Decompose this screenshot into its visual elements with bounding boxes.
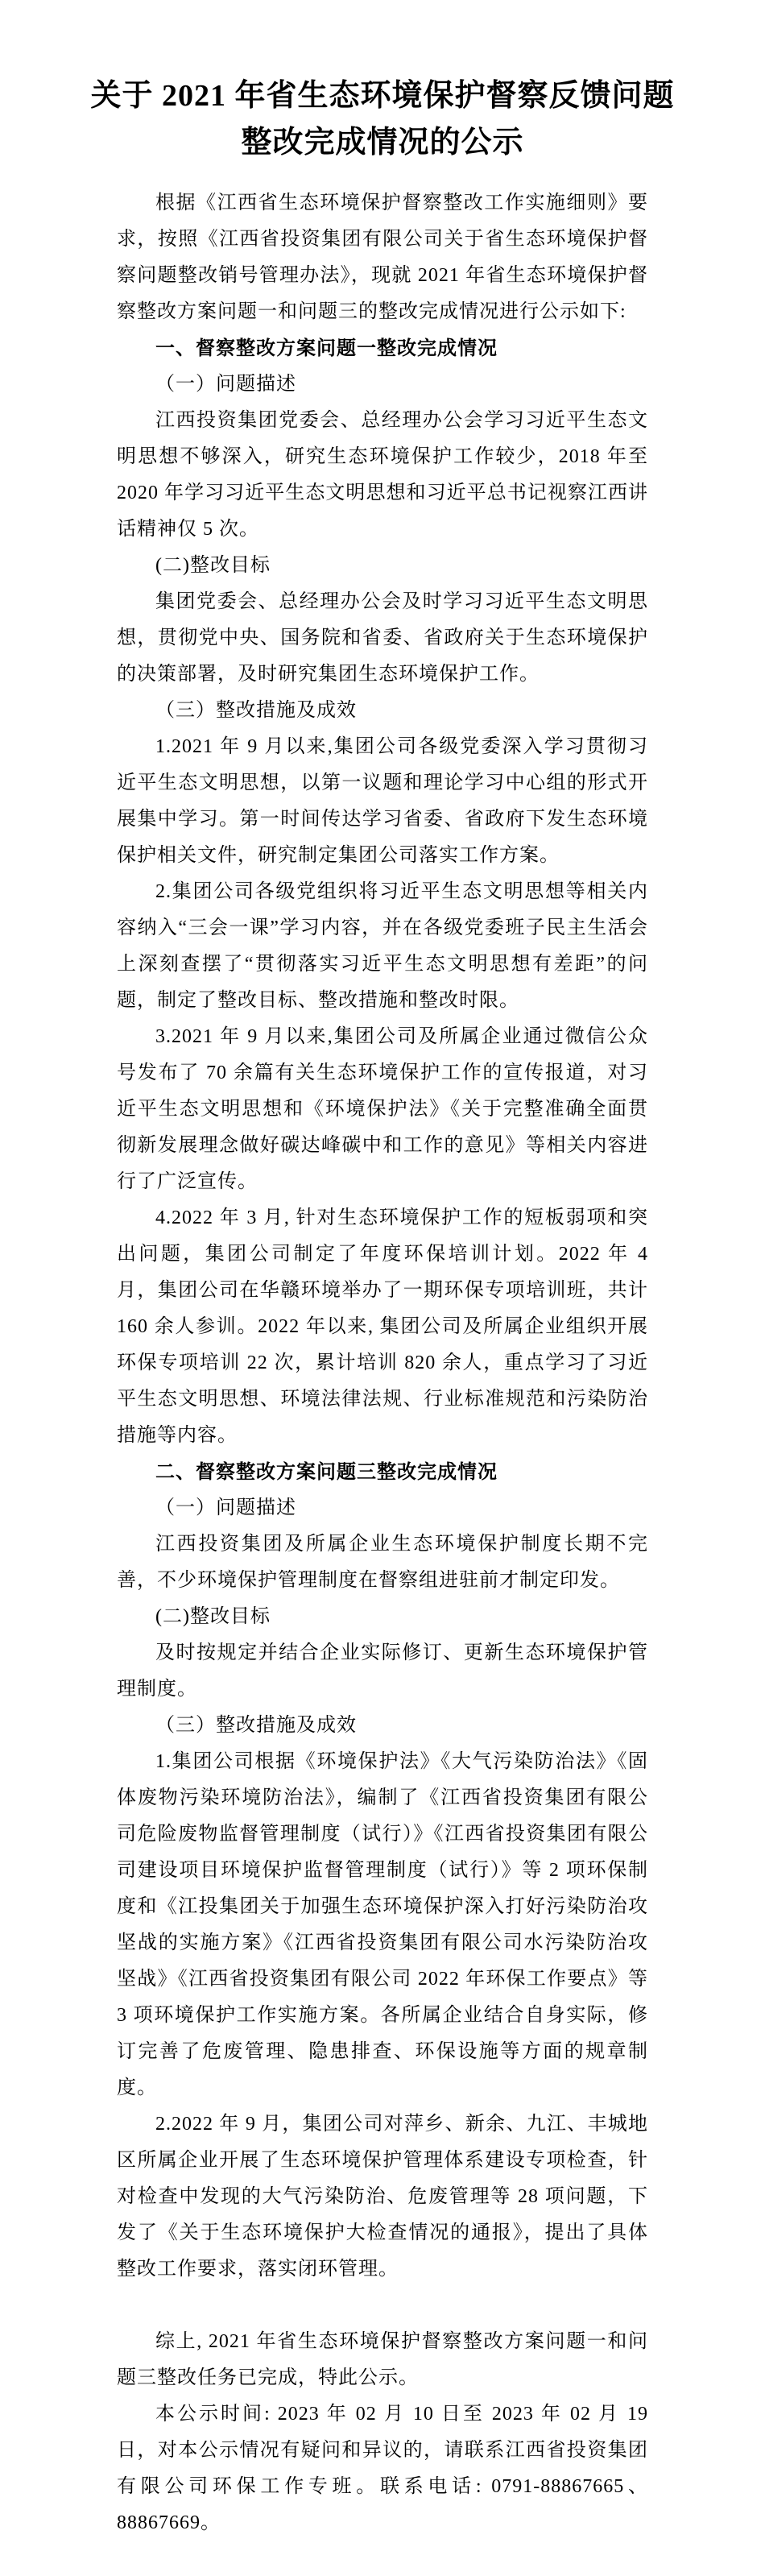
document-title-line2: 整改完成情况的公示 [241,126,524,159]
subsection-heading: （一）问题描述 [155,1497,296,1518]
paragraph: 江西投资集团及所属企业生态环境保护制度长期不完善，不少环境保护管理制度在督察组进驻前才制定印发。 [117,1534,648,1591]
paragraph: 江西投资集团党委会、总经理办公会学习习近平生态文明思想不够深入，研究生态环境保护工作较少，2018 年至 2020 年学习习近平生态文明思想和习近平总书记视察江西讲话精神仅 5 次。 [117,410,648,540]
subsection-heading: （一）问题描述 [155,374,296,395]
subsection-heading: （三）整改措施及成效 [155,700,357,721]
paragraph: 集团党委会、总经理办公会及时学习习近平生态文明思想，贯彻党中央、国务院和省委、省政府关于生态环境保护的决策部署，及时研究集团生态环境保护工作。 [117,591,648,685]
paragraph: 4.2022 年 3 月, 针对生态环境保护工作的短板弱项和突出问题，集团公司制定了年度环保培训计划。2022 年 4 月，集团公司在华赣环境举办了一期环保专项培训班，共计 160 余人参训。2022 年以来, 集团公司及所属企业组织开展环保专项培训 22 次，累计培训 820 余人，重点学习了习近平生态文明思想、环境法律法规、行业标准规范和污染防治措施等内容。 [117,1207,648,1446]
paragraph: 2.集团公司各级党组织将习近平生态文明思想等相关内容纳入“三会一课”学习内容，并在各级党委班子民主生活会上深刻查摆了“贯彻落实习近平生态文明思想有差距”的问题，制定了整改目标、整改措施和整改时限。 [117,881,648,1011]
paragraph: 2.2022 年 9 月，集团公司对萍乡、新余、九江、丰城地区所属企业开展了生态环境保护管理体系建设专项检查，针对检查中发现的大气污染防治、危废管理等 28 项问题，下发了《关于生态环境保护大检查情况的通报》，提出了具体整改工作要求，落实闭环管理。 [117,2114,648,2280]
section-heading: 二、督察整改方案问题三整改完成情况 [155,1461,498,1483]
paragraph: 1.集团公司根据《环境保护法》《大气污染防治法》《固体废物污染环境防治法》，编制了《江西省投资集团有限公司危险废物监督管理制度（试行）》《江西省投资集团有限公司建设项目环境保护监督管理制度（试行）》等 2 项环保制度和《江投集团关于加强生态环境保护深入打好污染防治攻坚战的实施方案》《江西省投资集团有限公司水污染防治攻坚战》《江西省投资集团有限公司 2022 年环保工作要点》等 3 项环境保护工作实施方案。各所属企业结合自身实际，修订完善了危废管理、隐患排查、环保设施等方面的规章制度。 [117,1751,648,2098]
paragraph: 1.2021 年 9 月以来,集团公司各级党委深入学习贯彻习近平生态文明思想，以第一议题和理论学习中心组的形式开展集中学习。第一时间传达学习省委、省政府下发生态环境保护相关文件，研究制定集团公司落实工作方案。 [117,736,648,866]
section-heading: 一、督察整改方案问题一整改完成情况 [155,338,498,359]
paragraph: 本公示时间: 2023 年 02 月 10 日至 2023 年 02 月 19 日，对本公示情况有疑问和异议的，请联系江西省投资集团有限公司环保工作专班。联系电话: 0791-88867665、88867669。 [117,2404,648,2533]
subsection-heading: (二)整改目标 [155,1606,271,1627]
paragraph: 3.2021 年 9 月以来,集团公司及所属企业通过微信公众号发布了 70 余篇有关生态环境保护工作的宣传报道，对习近平生态文明思想和《环境保护法》《关于完整准确全面贯彻新发展理念做好碳达峰碳中和工作的意见》等相关内容进行了广泛宣传。 [117,1026,648,1192]
document-title-line1: 关于 2021 年省生态环境保护督察反馈问题 [90,79,675,113]
document-title [0,72,765,166]
document-body [117,185,648,2541]
subsection-heading: （三）整改措施及成效 [155,1715,357,1736]
paragraph: 及时按规定并结合企业实际修订、更新生态环境保护管理制度。 [117,1642,648,1700]
paragraph: 根据《江西省生态环境保护督察整改工作实施细则》要求，按照《江西省投资集团有限公司关于省生态环境保护督察问题整改销号管理办法》，现就 2021 年省生态环境保护督察整改方案问题一和问题三的整改完成情况进行公示如下: [117,193,648,322]
subsection-heading: (二)整改目标 [155,555,271,576]
paragraph: 综上, 2021 年省生态环境保护督察整改方案问题一和问题三整改任务已完成，特此公示。 [117,2331,648,2388]
